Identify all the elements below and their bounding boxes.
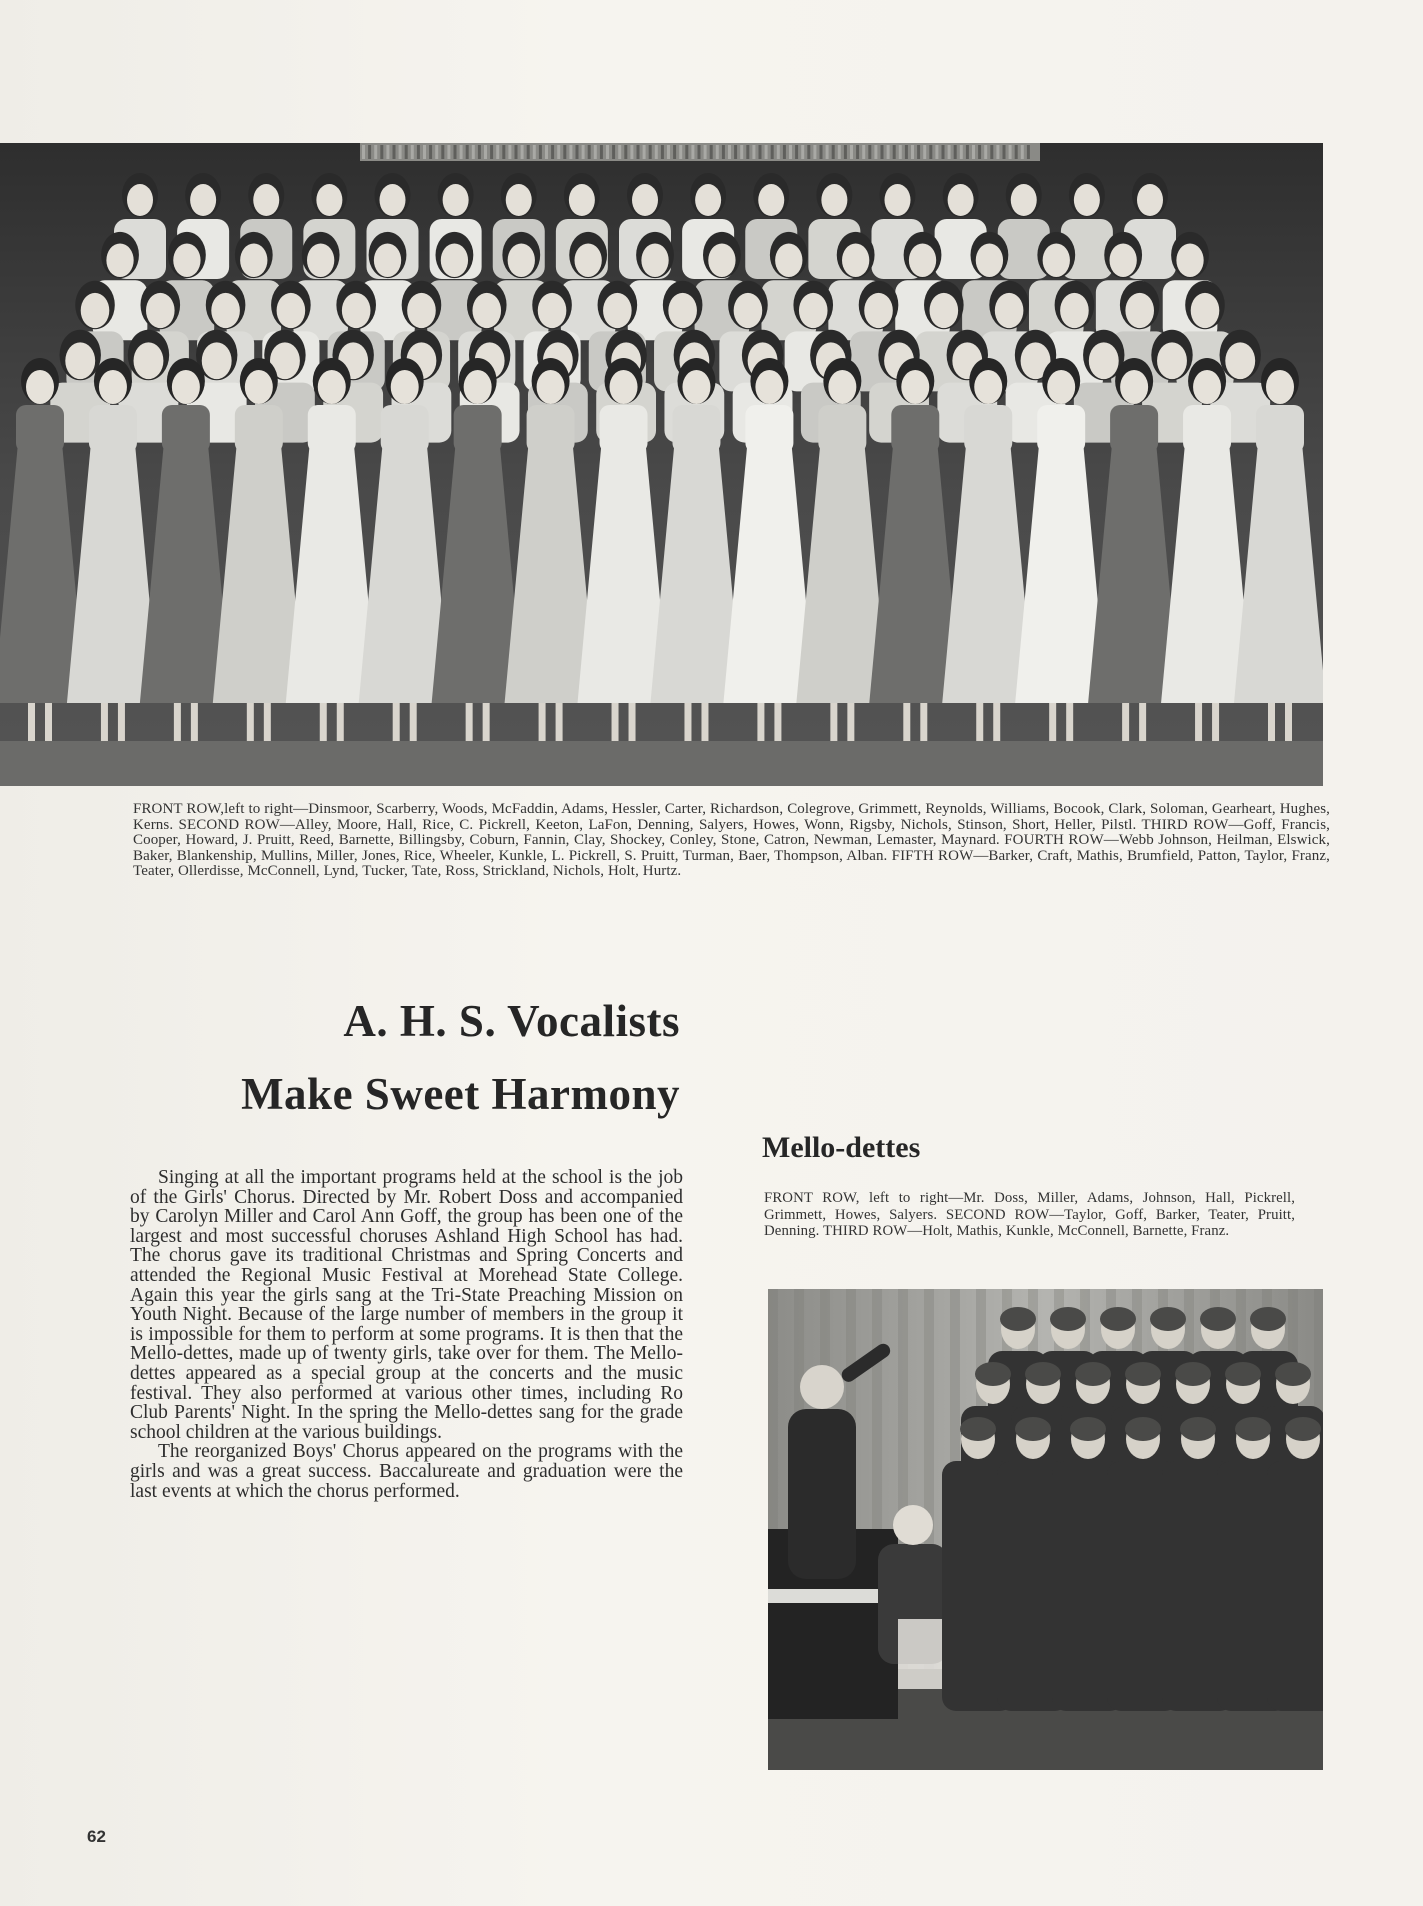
mello-dettes-photo	[768, 1289, 1323, 1770]
article-body	[130, 1168, 683, 1501]
headline-line-1: A. H. S. Vocalists	[343, 996, 680, 1046]
chorus-group-photo	[0, 143, 1323, 786]
mello-dettes-photo-image	[768, 1289, 1323, 1770]
chorus-group-photo-image	[0, 143, 1323, 786]
page-number: 62	[87, 1827, 106, 1846]
group-photo-caption: FRONT ROW,left to right—Dinsmoor, Scarberry, Woods, McFaddin, Adams, Hessler, Carter, Richardson, Colegrove, Grimmett, Reynolds, Williams, Bocook, Clark, Soloman, Gearheart, Hughes, Kerns. SECOND ROW—Alley, Moore, Hall, Rice, C. Pickrell, Keeton, LaFon, Denning, Salyers, Howes, Wonn, Rigsby, Nichols, Stinson, Short, Heller, Pilstl. THIRD ROW—Goff, Francis, Cooper, Howard, J. Pruitt, Reed, Barnette, Billingsby, Coburn, Fannin, Clay, Shockey, Conley, Stone, Catron, Newman, Lemaster, Maynard. FOURTH ROW—Webb Johnson, Heilman, Elswick, Baker, Blankenship, Mullins, Miller, Jones, Rice, Wheeler, Kunkle, L. Pickrell, S. Pruitt, Turman, Baer, Thompson, Alban. FIFTH ROW—Barker, Craft, Mathis, Brumfield, Patton, Taylor, Franz, Teater, Ollerdisse, McConnell, Lynd, Tucker, Tate, Ross, Strickland, Nichols, Holt, Hurtz.	[133, 801, 1330, 879]
headline-line-2: Make Sweet Harmony	[241, 1069, 680, 1119]
mello-dettes-caption: FRONT ROW, left to right—Mr. Doss, Miller, Adams, Johnson, Hall, Pickrell, Grimmett, Howes, Salyers. SECOND ROW—Taylor, Goff, Barker, Teater, Pruitt, Denning. THIRD ROW—Holt, Mathis, Kunkle, McConnell, Barnette, Franz.	[764, 1190, 1295, 1239]
article-paragraph: Singing at all the important programs held at the school is the job of the Girls' Chorus. Directed by Mr. Robert Doss and accompanied by Carolyn Miller and Carol Ann Goff, the group has been one of the largest and most successful choruses Ashland High School has had. The chorus gave its traditional Christmas and Spring Concerts and attended the Regional Music Festival at Morehead State College. Again this year the girls sang at the Tri-State Preaching Mission on Youth Night. Because of the large number of members in the group it is impossible for them to perform at some programs. It is then that the Mello-dettes, made up of twenty girls, take over for them. The Mello-dettes appeared as a special group at the concerts and the music festival. They also performed at various other times, including Ro Club Parents' Night. In the spring the Mello-dettes sang for the grade school children at the various buildings.	[130, 1167, 683, 1443]
article-paragraph: The reorganized Boys' Chorus appeared on the programs with the girls and was a great success. Baccalureate and graduation were the last events at which the chorus performed.	[130, 1441, 683, 1502]
mello-dettes-heading: Mello-dettes	[762, 1131, 921, 1164]
